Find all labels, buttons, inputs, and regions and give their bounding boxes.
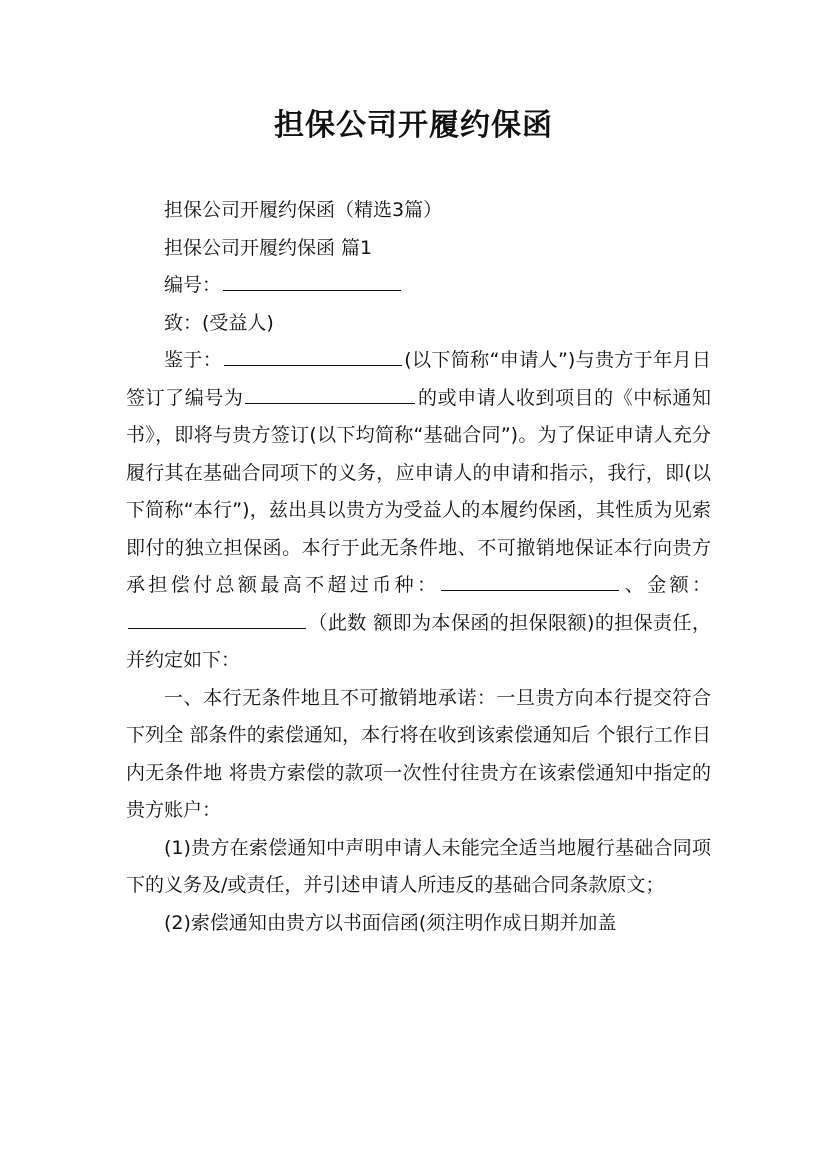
contract-number-blank — [245, 402, 415, 404]
recipient-line: 致：(受益人) — [164, 311, 274, 334]
main-paragraph — [126, 342, 711, 680]
number-line — [126, 267, 711, 305]
document-body — [126, 192, 711, 942]
item-2-paragraph: (2)索偿通知由贵方以书面信函(须注明作成日期并加盖 — [164, 911, 617, 934]
subtitle-line: 担保公司开履约保函（精选3篇） — [164, 199, 443, 221]
item-1-paragraph: (1)贵方在索偿通知中声明申请人未能完全适当地履行基础合同项下的义务及/或责任，并引述申请人所违反的基础合同条款原文； — [126, 836, 711, 896]
main-text-3: 的或申请人收到项目的《中标通知书》，即将与贵方签订(以下均简称“基础合同”)。为了保证申请人充分履行其在基础合同项下的义务，应申请人的申请和指示，我行，即(以下简称“本行”)，兹出具以贵方为受益人的本履约保函，其性质为见索即付的独立担保函。本行于此无条件地、不可撤销地保证本行向贵方承担偿付总额最高不超过币种： — [126, 386, 711, 596]
section-heading: 担保公司开履约保函 篇1 — [164, 236, 373, 259]
amount-blank — [128, 627, 306, 629]
number-blank — [223, 289, 401, 291]
main-text-2: (以下简称“申请人”)与贵方于年月日签订了编号为 — [126, 349, 711, 409]
clause-1-paragraph: 一、本行无条件地且不可撤销地承诺：一旦贵方向本行提交符合下列全 部条件的索偿通知，本行将在收到该索偿通知后 个银行工作日内无条件地 将贵方索偿的款项一次性付往贵方在该索偿通知中指定的贵方账户： — [126, 686, 711, 821]
currency-blank — [441, 589, 619, 591]
number-label: 编号： — [164, 274, 222, 296]
document-title: 担保公司开履约保函 — [274, 108, 553, 143]
main-text-5: （此数 额即为本保函的担保限额)的担保责任，并约定如下： — [126, 611, 711, 671]
main-text-4: 、金额： — [621, 574, 711, 596]
applicant-blank — [224, 364, 402, 366]
main-text-1: 鉴于： — [164, 349, 223, 371]
